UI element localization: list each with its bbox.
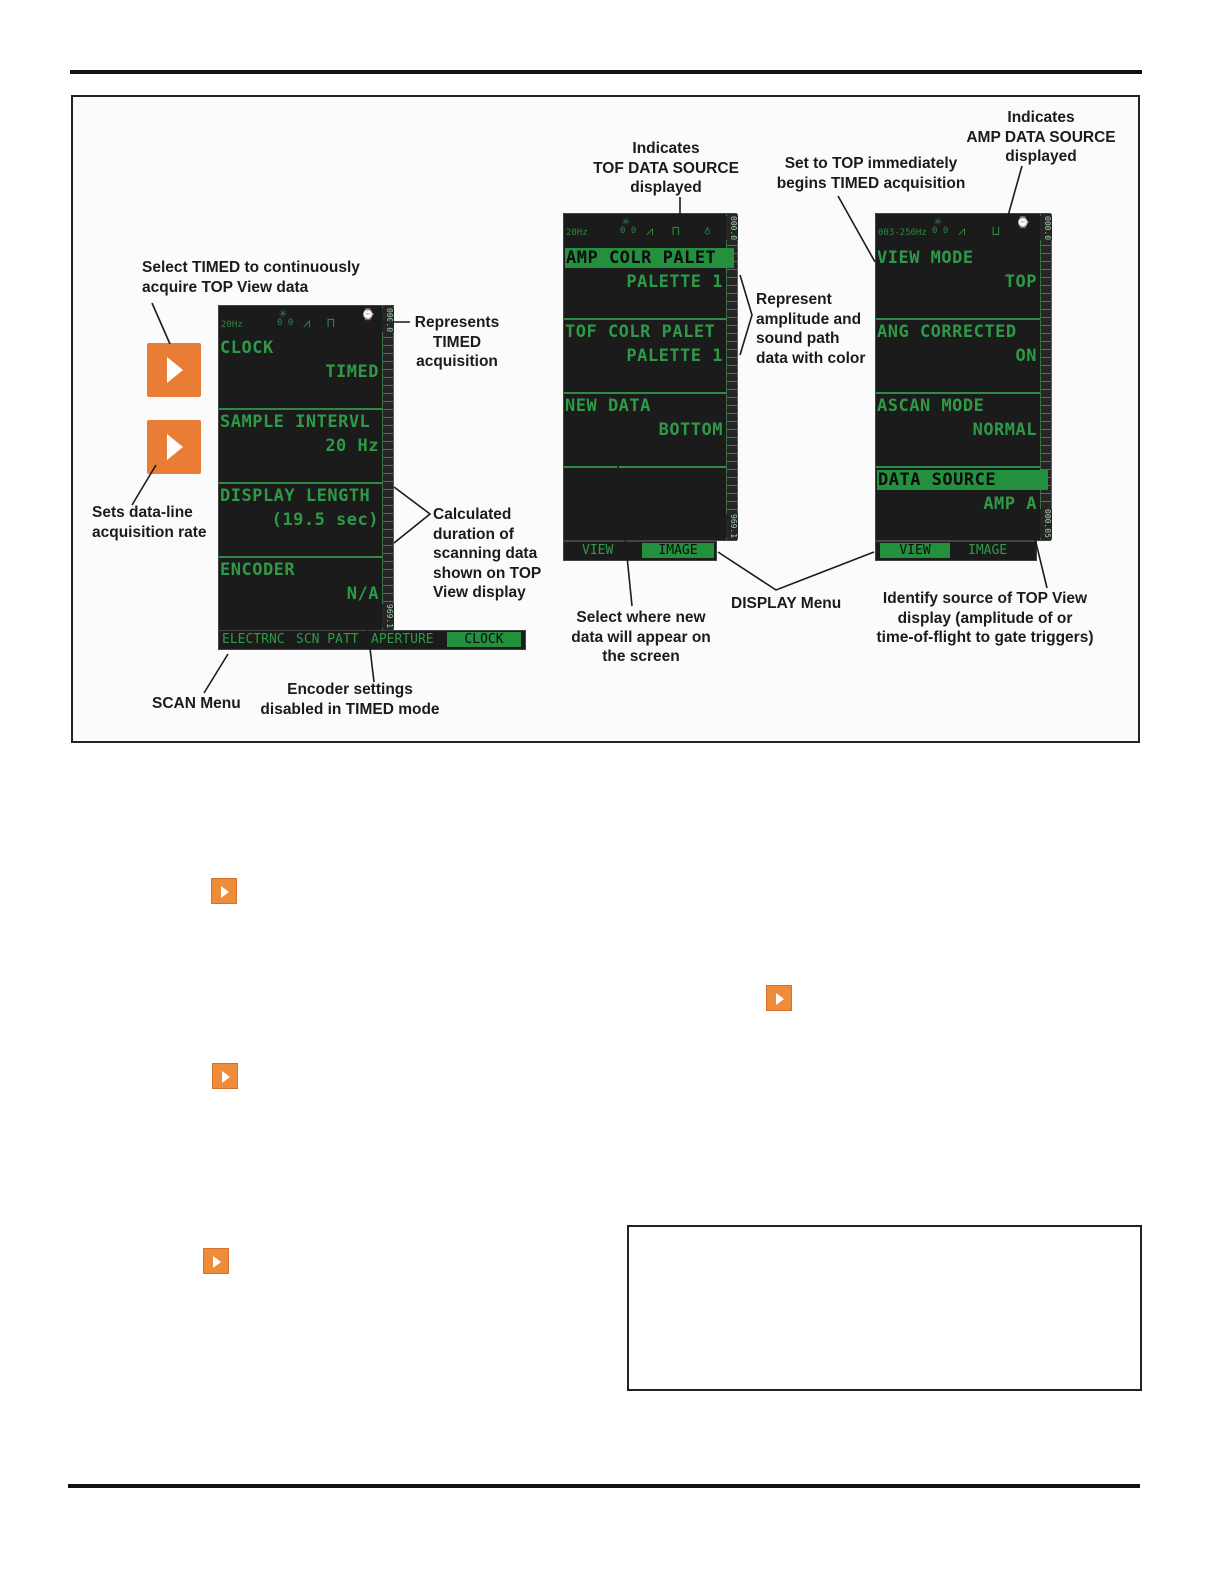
scale-top: 000.0 bbox=[382, 308, 394, 332]
inline-arrow-key-icon bbox=[212, 1063, 238, 1089]
asterisk-icon: ✳ bbox=[279, 306, 287, 321]
encoder-value: N/A bbox=[346, 584, 379, 604]
display-length-value: (19.5 sec) bbox=[271, 510, 379, 530]
bracket-icon: ⊓ bbox=[327, 316, 335, 331]
annotation-tof-data-source: Indicates TOF DATA SOURCE displayed bbox=[593, 140, 739, 196]
tof-color-palette-value: PALETTE 1 bbox=[626, 346, 723, 366]
inline-arrow-key-icon bbox=[766, 985, 792, 1011]
scale-bottom: 969.1 bbox=[726, 514, 738, 538]
gate-icon: 0 0 bbox=[277, 318, 294, 328]
menu-image[interactable]: IMAGE bbox=[642, 543, 714, 558]
gate-icon: 0 0 bbox=[932, 226, 949, 236]
leader-amp-source bbox=[1004, 166, 1022, 230]
waveform-icon: ⩘ bbox=[958, 224, 966, 239]
amp-color-palette-value: PALETTE 1 bbox=[626, 272, 723, 292]
menu-scn-patt[interactable]: SCN PATT bbox=[296, 632, 359, 647]
tof-color-palette-label: TOF COLR PALET bbox=[565, 322, 716, 342]
menu-image[interactable]: IMAGE bbox=[968, 543, 1008, 558]
leader-select-timed bbox=[152, 303, 170, 344]
annotation-represent-color: Represent amplitude and sound path data with color bbox=[756, 291, 866, 367]
display-length-label: DISPLAY LENGTH bbox=[220, 486, 371, 506]
annotation-display-menu: DISPLAY Menu bbox=[731, 595, 842, 612]
menu-electrnc[interactable]: ELECTRNC bbox=[222, 632, 285, 647]
asterisk-icon: ✳ bbox=[622, 214, 630, 229]
play-arrow-icon bbox=[222, 1071, 230, 1083]
ascan-mode-label: ASCAN MODE bbox=[877, 396, 985, 416]
new-data-value: BOTTOM bbox=[658, 420, 723, 440]
scale-top: 000.0 bbox=[1040, 216, 1052, 240]
amp-source-icon: ⊔ bbox=[992, 224, 1000, 239]
new-data-label: NEW DATA bbox=[565, 396, 651, 416]
scale-bottom: 969.1 bbox=[382, 604, 394, 628]
clock-label: CLOCK bbox=[220, 338, 274, 358]
annotation-new-data: Select where new data will appear on the screen bbox=[571, 609, 711, 665]
gate-icon: 0 0 bbox=[620, 226, 637, 236]
angle-corrected-value: ON bbox=[1015, 346, 1037, 366]
menu-view[interactable]: VIEW bbox=[582, 543, 614, 558]
waveform-icon: ⩘ bbox=[303, 316, 311, 331]
play-arrow-icon bbox=[776, 993, 784, 1005]
annotation-amp-data-source: Indicates AMP DATA SOURCE displayed bbox=[966, 109, 1116, 165]
encoder-label: ENCODER bbox=[220, 560, 296, 580]
leader-display-menu bbox=[718, 552, 874, 590]
annotation-sets-rate: Sets data-line acquisition rate bbox=[92, 504, 207, 541]
view-mode-value: TOP bbox=[1004, 272, 1037, 292]
data-source-label: DATA SOURCE bbox=[877, 470, 1048, 490]
clock-value: TIMED bbox=[325, 362, 379, 382]
probe-icon: ♁ bbox=[704, 224, 711, 237]
sample-interval-value: 20 Hz bbox=[325, 436, 379, 456]
scale-top: 000.0 bbox=[726, 216, 738, 240]
sample-interval-label: SAMPLE INTERVL bbox=[220, 412, 371, 432]
annotation-calculated-duration: Calculated duration of scanning data shown on TOP View display bbox=[433, 506, 542, 601]
leader-encoder bbox=[364, 598, 374, 682]
waveform-icon: ⩘ bbox=[646, 224, 654, 239]
menu-aperture[interactable]: APERTURE bbox=[371, 632, 434, 647]
timed-clock-icon: ⌚ bbox=[361, 308, 375, 321]
view-mode-label: VIEW MODE bbox=[877, 248, 974, 268]
angle-corrected-label: ANG CORRECTED bbox=[877, 322, 1017, 342]
annotation-represents-timed: Represents TIMED acquisition bbox=[414, 314, 500, 370]
annotation-encoder-disabled: Encoder settings disabled in TIMED mode bbox=[260, 681, 440, 718]
tof-source-icon: ⊓ bbox=[672, 224, 680, 239]
leader-calculated bbox=[394, 487, 430, 543]
play-arrow-icon bbox=[213, 1256, 221, 1268]
status-rate: 003-250Hz bbox=[878, 228, 927, 238]
play-arrow-icon bbox=[221, 886, 229, 898]
annotation-set-to-top: Set to TOP immediately begins TIMED acquisition bbox=[776, 155, 966, 192]
asterisk-icon: ✳ bbox=[934, 214, 942, 229]
scale-bottom: 000.05 bbox=[1040, 509, 1052, 538]
annotation-identify-source: Identify source of TOP View display (amplitude of or time-of-flight to gate triggers) bbox=[876, 590, 1094, 646]
data-source-value: AMP A bbox=[983, 494, 1037, 514]
clock-icon: ⌚ bbox=[1016, 216, 1030, 229]
annotation-scan-menu: SCAN Menu bbox=[152, 695, 241, 712]
leader-new-data bbox=[613, 417, 632, 606]
note-box bbox=[627, 1225, 1142, 1391]
leader-set-top bbox=[838, 196, 875, 262]
amp-color-palette-label: AMP COLR PALET bbox=[565, 248, 734, 268]
annotation-select-timed: Select TIMED to continuously acquire TOP View data bbox=[142, 259, 360, 296]
leader-sets-rate bbox=[132, 465, 156, 505]
leader-represent bbox=[740, 275, 752, 355]
menu-view[interactable]: VIEW bbox=[880, 543, 950, 558]
inline-arrow-key-icon bbox=[211, 878, 237, 904]
ascan-mode-value: NORMAL bbox=[972, 420, 1037, 440]
status-rate: 20Hz bbox=[221, 320, 243, 330]
leader-identify bbox=[1030, 518, 1047, 588]
leader-scan-menu bbox=[204, 654, 228, 693]
status-rate: 20Hz bbox=[566, 228, 588, 238]
inline-arrow-key-icon bbox=[203, 1248, 229, 1274]
menu-clock[interactable]: CLOCK bbox=[447, 632, 521, 647]
